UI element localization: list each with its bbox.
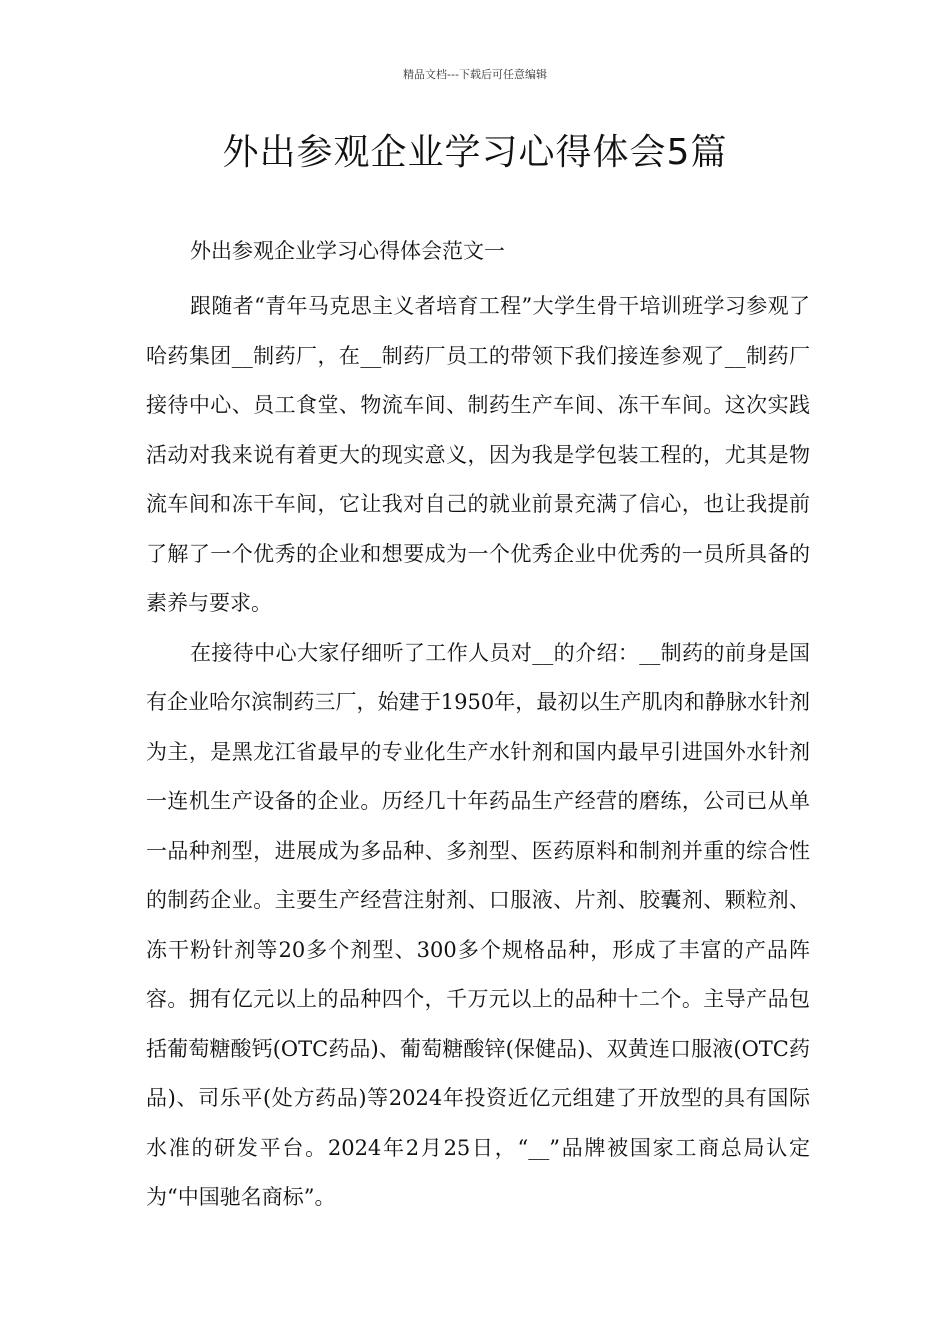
document-title: 外出参观企业学习心得体会5篇 [222, 132, 728, 173]
section-heading: 外出参观企业学习心得体会范文一 [190, 239, 505, 263]
document-body [146, 282, 810, 1223]
body-paragraph: 跟随者“青年马克思主义者培育工程”大学生骨干培训班学习参观了哈药集团__制药厂，在__制药厂员工的带领下我们接连参观了__制药厂接待中心、员工食堂、物流车间、制药生产车间、冻干车间。这次实践活动对我来说有着更大的现实意义，因为我是学包装工程的，尤其是物流车间和冻干车间，它让我对自己的就业前景充满了信心，也让我提前了解了一个优秀的企业和想要成为一个优秀企业中优秀的一员所具备的素养与要求。 [146, 294, 810, 615]
page-header-note: 精品文档---下载后可任意编辑 [403, 68, 547, 81]
body-paragraph: 在接待中心大家仔细听了工作人员对__的介绍：__制药的前身是国有企业哈尔滨制药三厂，始建于1950年，最初以生产肌肉和静脉水针剂为主，是黑龙江省最早的专业化生产水针剂和国内最早引进国外水针剂一连机生产设备的企业。历经几十年药品生产经营的磨练，公司已从单一品种剂型，进展成为多品种、多剂型、医药原料和制剂并重的综合性的制药企业。主要生产经营注射剂、口服液、片剂、胶囊剂、颗粒剂、冻干粉针剂等20多个剂型、300多个规格品种，形成了丰富的产品阵容。拥有亿元以上的品种四个，千万元以上的品种十二个。主导产品包括葡萄糖酸钙(OTC药品)、葡萄糖酸锌(保健品)、双黄连口服液(OTC药品)、司乐平(处方药品)等2024年投资近亿元组建了开放型的具有国际水准的研发平台。2024年2月25日，“__”品牌被国家工商总局认定为“中国驰名商标”。 [146, 640, 810, 1209]
